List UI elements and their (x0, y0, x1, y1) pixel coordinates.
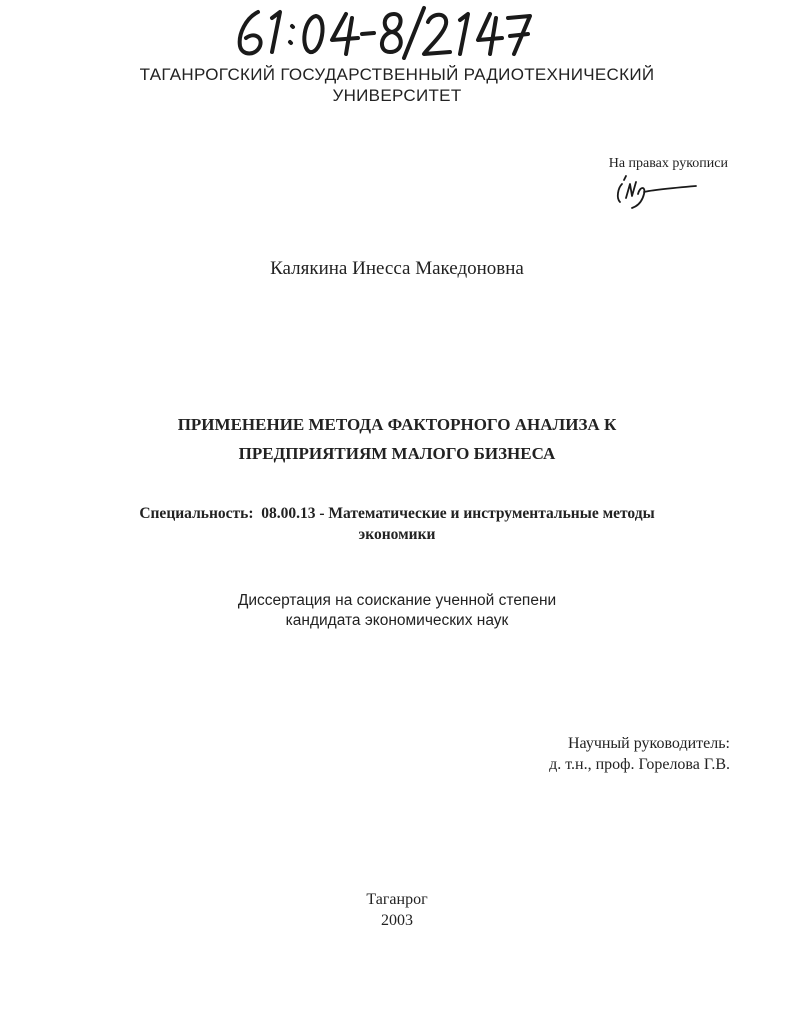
manuscript-rights-note: На правах рукописи (608, 156, 728, 171)
university-name-line-2: УНИВЕРСИТЕТ (332, 86, 462, 105)
specialty (0, 503, 794, 545)
place: Таганрог (366, 891, 428, 908)
dissertation-title-line-1: ПРИМЕНЕНИЕ МЕТОДА ФАКТОРНОГО АНАЛИЗА К (177, 415, 617, 434)
degree-statement (0, 591, 794, 631)
supervisor-label: Научный руководитель: (567, 735, 730, 752)
dissertation-title (0, 410, 794, 468)
scientific-supervisor (549, 733, 730, 775)
supervisor-name: д. т.н., проф. Горелова Г.В. (549, 756, 730, 773)
place-and-year (0, 889, 794, 931)
year: 2003 (381, 912, 413, 929)
degree-statement-line-2: кандидата экономических наук (285, 612, 509, 629)
author-signature (612, 172, 702, 212)
specialty-line-2: экономики (358, 526, 436, 543)
degree-statement-line-1: Диссертация на соискание ученной степени (237, 592, 557, 609)
university-name-line-1: ТАГАНРОГСКИЙ ГОСУДАРСТВЕННЫЙ РАДИОТЕХНИЧЕСКИЙ (139, 65, 655, 84)
specialty-line-1: Специальность: 08.00.13 - Математические и инструментальные методы (139, 505, 655, 522)
university-name (0, 64, 794, 106)
dissertation-title-line-2: ПРЕДПРИЯТИЯМ МАЛОГО БИЗНЕСА (238, 444, 556, 463)
author-name: Калякина Инесса Македоновна (270, 258, 524, 279)
handwritten-archive-code (228, 4, 538, 60)
